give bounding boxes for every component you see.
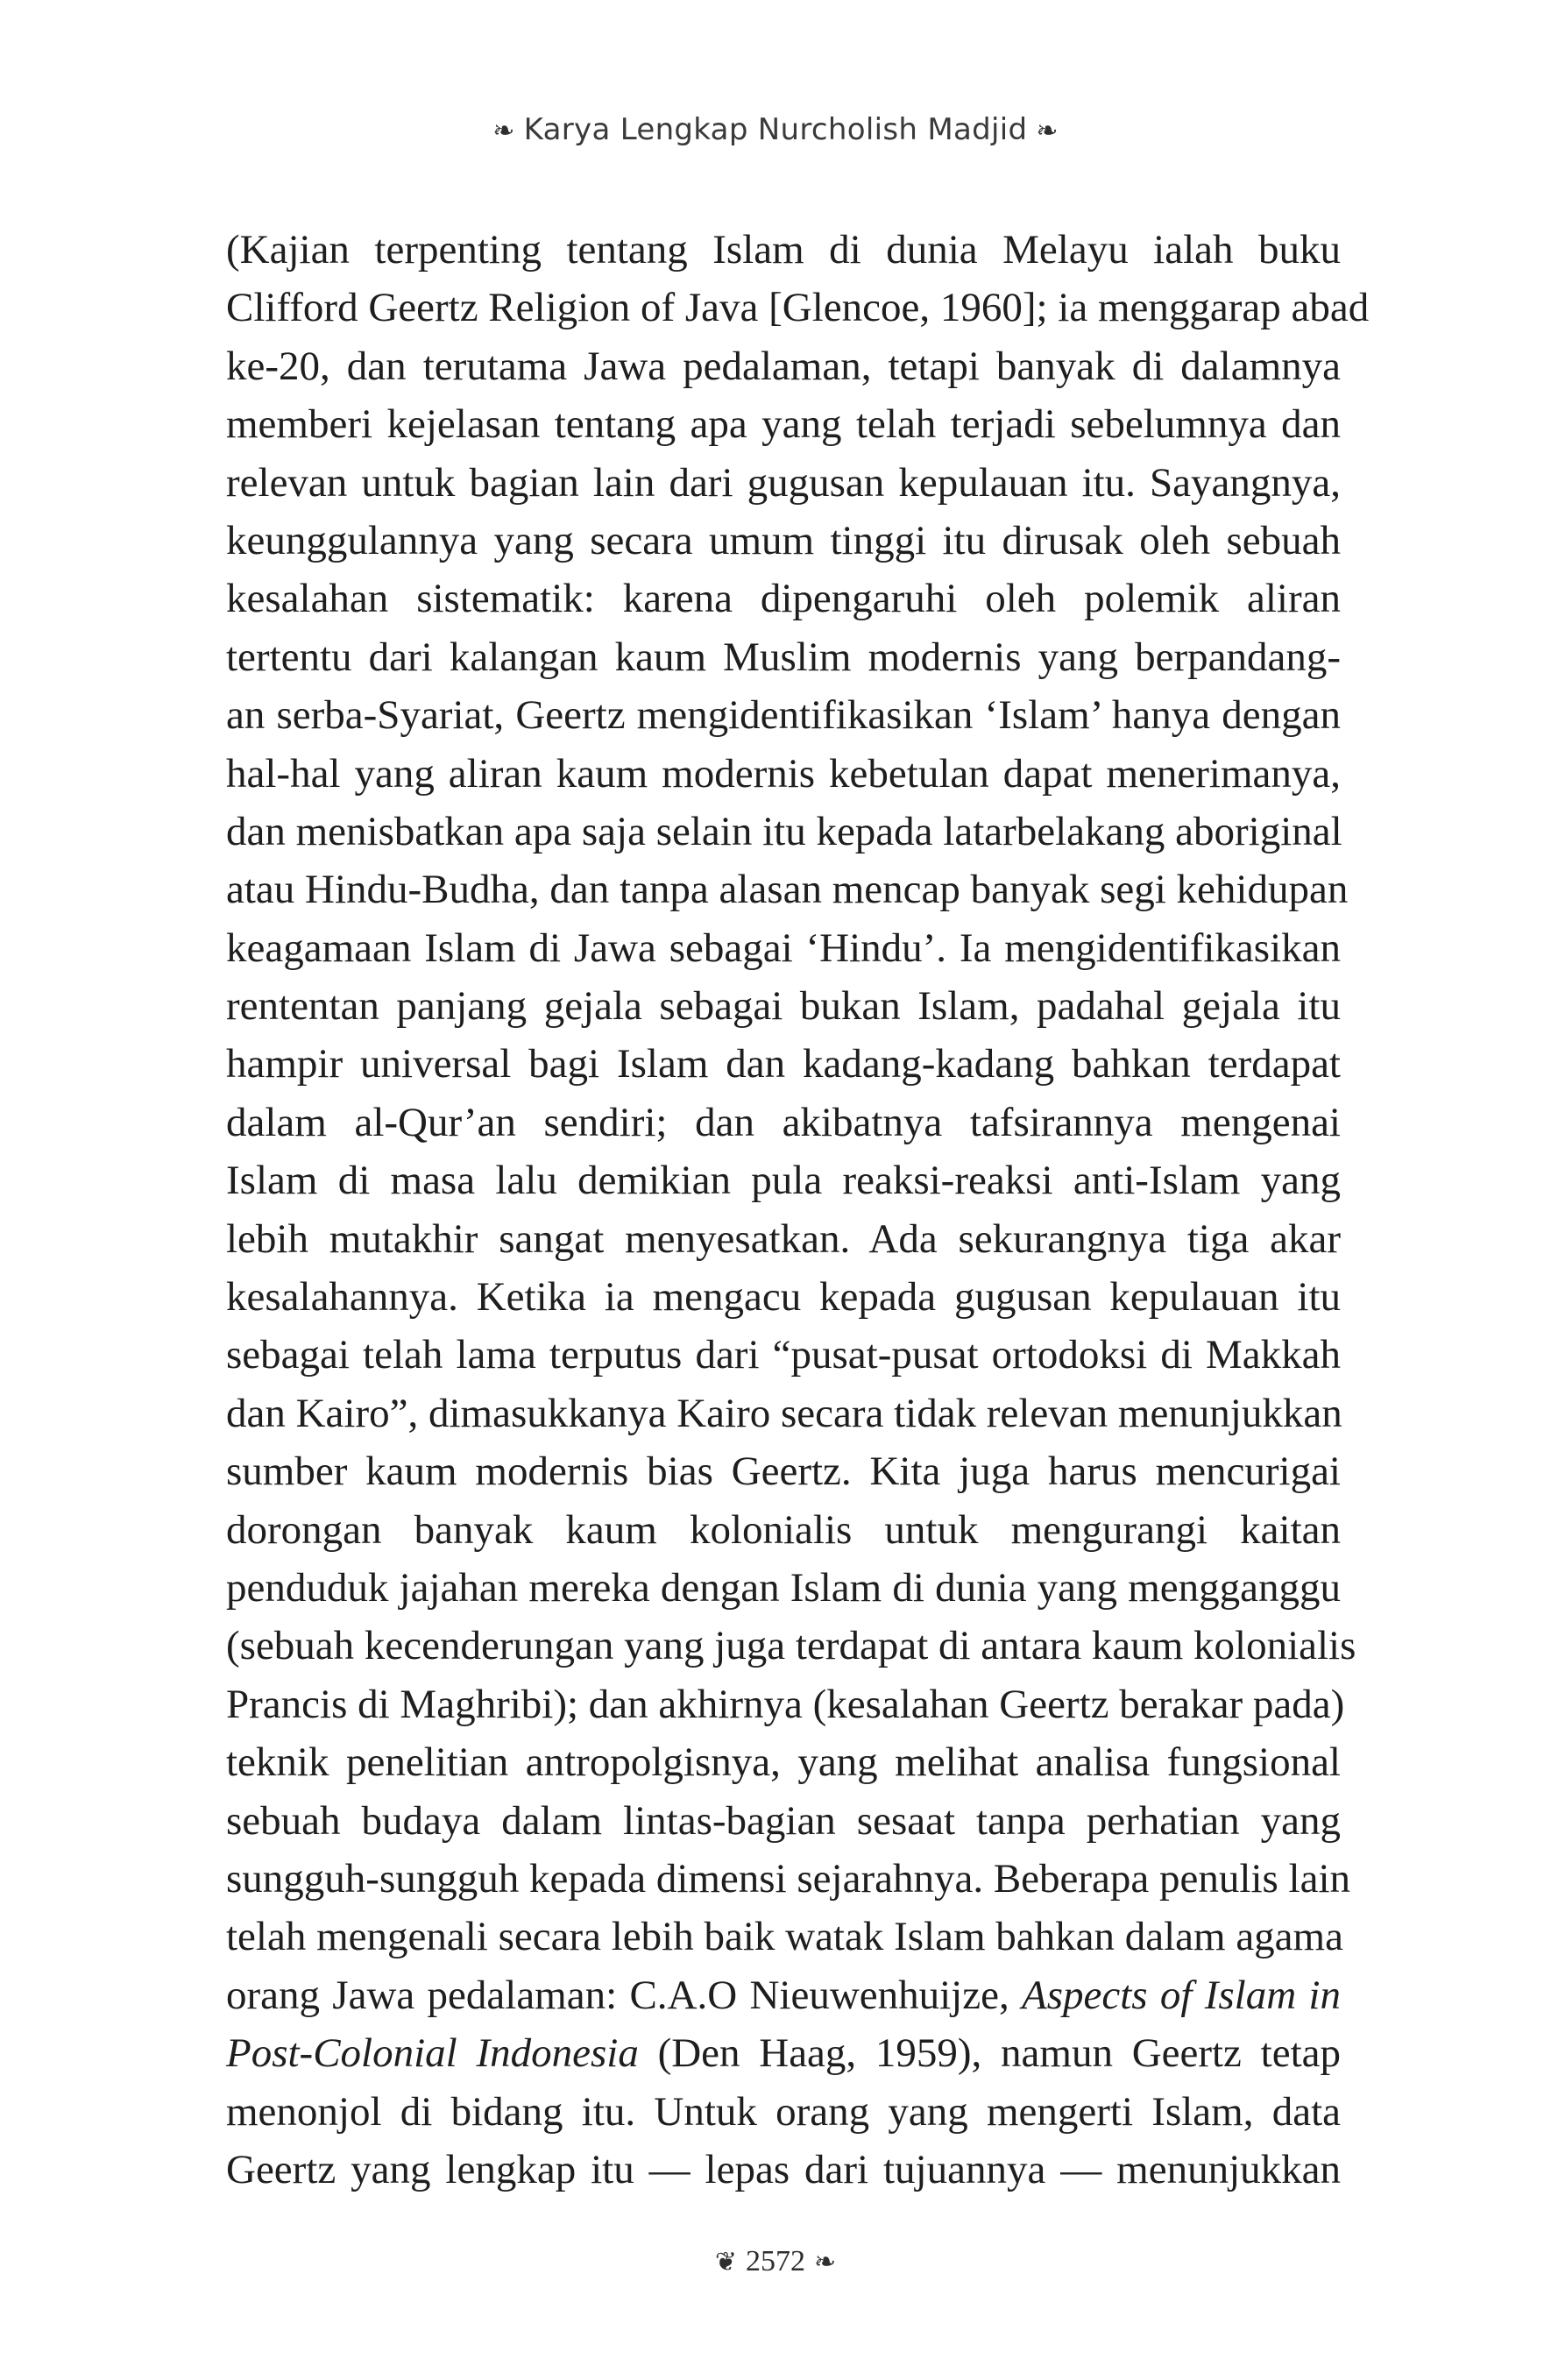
text-line: keunggulannya yang secara umum tinggi itu dirusak oleh sebuah xyxy=(226,517,1341,563)
text-line: kesalahannya. Ketika ia mengacu kepada gugusan kepulauan itu xyxy=(226,1274,1341,1321)
text-line: dan menisbatkan apa saja selain itu kepada latarbelakang aboriginal xyxy=(226,808,1342,854)
text-line: menonjol di bidang itu. Untuk orang yang mengerti Islam, data xyxy=(226,2088,1341,2135)
fleuron-right-icon: ❧ xyxy=(814,2247,837,2277)
text-line: ke-20, dan terutama Jawa pedalaman, tetapi banyak di dalamnya xyxy=(226,343,1341,389)
text-line: keagamaan Islam di Jawa sebagai ‘Hindu’. Ia mengidentifikasikan xyxy=(226,924,1341,971)
citation-trail-text: (Den Haag, 1959), namun Geertz tetap xyxy=(638,2030,1341,2077)
running-header-title: Karya Lengkap Nurcholish Madjid xyxy=(523,112,1028,147)
running-header xyxy=(0,112,1551,147)
text-line: rententan panjang gejala sebagai bukan Islam, padahal gejala itu xyxy=(226,983,1341,1030)
fleuron-left-icon: ❧ xyxy=(492,116,515,146)
text-line: sungguh-sungguh kepada dimensi sejarahnya. Beberapa penulis lain xyxy=(226,1855,1351,1902)
text-line: hampir universal bagi Islam dan kadang-kadang bahkan terdapat xyxy=(226,1041,1341,1087)
body-paragraph xyxy=(226,221,1370,2199)
fleuron-left-icon: ❦ xyxy=(714,2247,737,2277)
text-line: sumber kaum modernis bias Geertz. Kita juga harus mencurigai xyxy=(226,1449,1341,1495)
text-line: Clifford Geertz Religion of Java [Glencoe, 1960]; ia menggarap abad xyxy=(226,285,1370,331)
text-line: lebih mutakhir sangat menyesatkan. Ada sekurangnya tiga akar xyxy=(226,1215,1341,1262)
text-line: Islam di masa lalu demikian pula reaksi-reaksi anti-Islam yang xyxy=(226,1158,1341,1204)
text-line: Prancis di Maghribi); dan akhirnya (kesalahan Geertz berakar pada) xyxy=(226,1681,1345,1727)
text-line: dan Kairo”, dimasukkanya Kairo secara tidak relevan menunjukkan xyxy=(226,1390,1342,1436)
text-line: sebuah budaya dalam lintas-bagian sesaat tanpa perhatian yang xyxy=(226,1797,1341,1844)
text-line: memberi kejelasan tentang apa yang telah terjadi sebelumnya dan xyxy=(226,401,1341,448)
book-title-italic: Post-Colonial Indonesia xyxy=(226,2030,639,2077)
text-line: relevan untuk bagian lain dari gugusan kepulauan itu. Sayangnya, xyxy=(226,459,1341,506)
text-line: telah mengenali secara lebih baik watak Islam bahkan dalam agama xyxy=(226,1914,1343,1960)
text-line-citation xyxy=(226,1966,1341,2024)
text-line-citation xyxy=(226,2024,1341,2082)
fleuron-right-icon: ❧ xyxy=(1036,116,1059,146)
text-line: (sebuah kecenderungan yang juga terdapat di antara kaum kolonialis xyxy=(226,1623,1356,1669)
page-number: 2572 xyxy=(746,2245,805,2277)
text-line: kesalahan sistematik: karena dipengaruhi oleh polemik aliran xyxy=(226,576,1341,622)
text-line: (Kajian terpenting tentang Islam di dunia Melayu ialah buku xyxy=(226,227,1341,273)
text-line: Geertz yang lengkap itu — lepas dari tujuannya — menunjukkan xyxy=(226,2146,1341,2192)
text-line: tertentu dari kalangan kaum Muslim modernis yang berpandang- xyxy=(226,634,1341,680)
text-line: atau Hindu-Budha, dan tanpa alasan mencap banyak segi kehidupan xyxy=(226,867,1349,913)
book-title-italic: Aspects of Islam in xyxy=(1022,1972,1341,2018)
text-line: teknik penelitian antropolgisnya, yang melihat analisa fungsional xyxy=(226,1739,1341,1786)
citation-lead-text: orang Jawa pedalaman: C.A.O Nieuwenhuijze, xyxy=(226,1972,1022,2018)
text-line: hal-hal yang aliran kaum modernis kebetulan dapat menerimanya, xyxy=(226,750,1341,797)
text-line: sebagai telah lama terputus dari “pusat-pusat ortodoksi di Makkah xyxy=(226,1332,1341,1378)
text-line: an serba-Syariat, Geertz mengidentifikasikan ‘Islam’ hanya dengan xyxy=(226,692,1341,739)
page-footer xyxy=(0,2245,1551,2278)
text-line: dalam al-Qur’an sendiri; dan akibatnya tafsirannya mengenai xyxy=(226,1099,1341,1145)
text-line: dorongan banyak kaum kolonialis untuk mengurangi kaitan xyxy=(226,1506,1341,1553)
text-line: penduduk jajahan mereka dengan Islam di dunia yang mengganggu xyxy=(226,1564,1341,1611)
